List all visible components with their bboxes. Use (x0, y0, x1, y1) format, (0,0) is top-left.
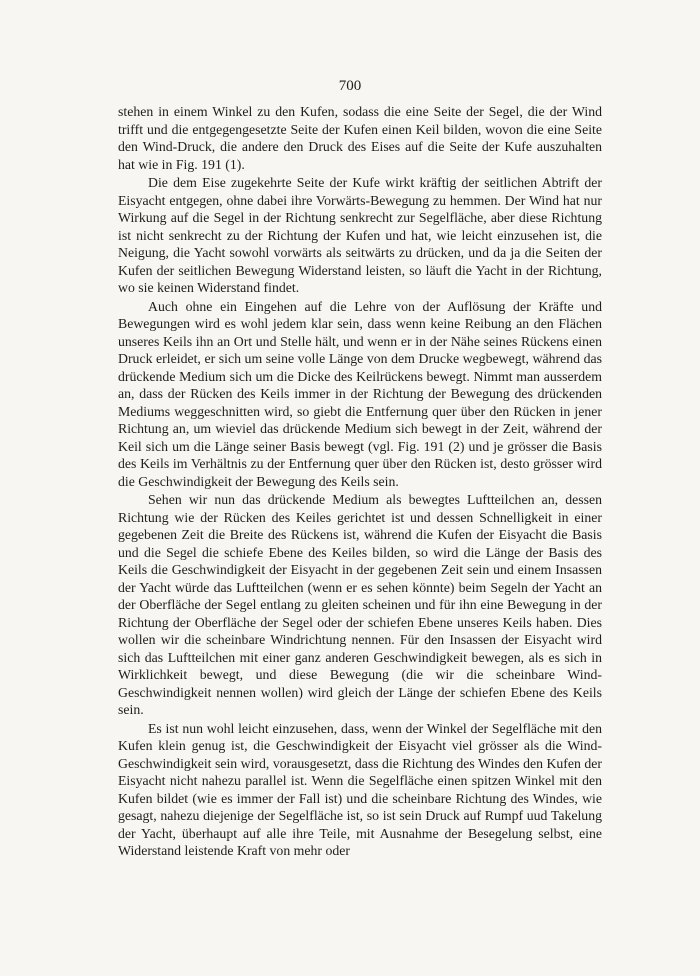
body-text (118, 103, 602, 860)
paragraph-2: Die dem Eise zugekehrte Seite der Kufe wirkt kräftig der seitlichen Abtrift der Eisyacht entgegen, ohne dabei ihre Vorwärts-Bewegung zu hemmen. Der Wind hat nur Wirkung auf die Segel in der Richtung senkrecht zur Segelfläche, aber diese Richtung ist nicht senkrecht zu der Richtung der Kufen und hat, wie leicht einzusehen ist, die Neigung, die Yacht sowohl vorwärts als seitwärts zu drücken, und da ja die Seiten der Kufen der seitlichen Bewegung Widerstand leisten, so läuft die Yacht in der Richtung, wo sie keinen Widerstand findet. (118, 175, 602, 295)
paragraph-5: Es ist nun wohl leicht einzusehen, dass, wenn der Winkel der Segelfläche mit den Kufen klein genug ist, die Geschwindigkeit der Eisyacht viel grösser als die Wind-Geschwindigkeit sein wird, vorausgesetzt, dass die Richtung des Windes den Kufen der Eisyacht nicht nahezu parallel ist. Wenn die Segelfläche einen spitzen Winkel mit den Kufen bildet (wie es immer der Fall ist) und die scheinbare Richtung des Windes, wie gesagt, nahezu diejenige der Segelfläche ist, so ist sein Druck auf Rumpf uud Takelung der Yacht, überhaupt auf alle ihre Teile, mit Ausnahme der Besegelung selbst, eine Widerstand leistende Kraft von mehr oder (118, 720, 602, 858)
page-number: 700 (338, 78, 362, 94)
paragraph-4: Sehen wir nun das drückende Medium als bewegtes Luftteilchen an, dessen Richtung wie der Rücken des Keiles gerichtet ist und dessen Schnelligkeit in einer gegebenen Zeit die Breite des Rückens ist, während die Kufen der Eisyacht die Basis und die Segel die schiefe Ebene des Keiles bilden, so wird die Länge der Basis des Keils die Geschwindigkeit der Eisyacht in der gegebenen Zeit sein und einem Insassen der Yacht würde das Luftteilchen (wenn er es sehen könnte) beim Segeln der Yacht an der Oberfläche der Segel entlang zu gleiten scheinen und für ihn eine Bewegung in der Richtung der Oberfläche der Segel oder der schiefen Ebene unseres Keils haben. Dies wollen wir die scheinbare Windrichtung nennen. Für den Insassen der Eisyacht wird sich das Luftteilchen mit einer ganz anderen Geschwindigkeit bewegen, als es sich in Wirklichkeit bewegt, und diese Bewegung (die wir die scheinbare Wind-Geschwindigkeit nennen wollen) wird gleich der Länge der schiefen Ebene des Keils sein. (118, 492, 602, 717)
paragraph-1: stehen in einem Winkel zu den Kufen, sodass die eine Seite der Segel, die der Wind trifft und die entgegengesetzte Seite der Kufen einen Keil bilden, wovon die eine Seite den Wind-Druck, die andere den Druck des Eises auf die Seite der Kufe auszuhalten hat wie in Fig. 191 (1). (118, 104, 602, 172)
paragraph-3: Auch ohne ein Eingehen auf die Lehre von der Auflösung der Kräfte und Bewegungen wird es wohl jedem klar sein, dass wenn keine Reibung an den Flächen unseres Keils ihn an Ort und Stelle hält, und wenn er in der Nähe seines Rückens einen Druck erleidet, er sich um seine volle Länge von dem Drucke wegbewegt, während das drückende Medium sich um die Dicke des Keilrückens bewegt. Nimmt man ausserdem an, dass der Rücken des Keils immer in der Richtung der Bewegung des drückenden Mediums weggeschnitten wird, so giebt die Entfernung quer über den Rücken in jener Richtung an, um wieviel das drückende Medium sich bewegt in der Zeit, während der Keil sich um die Länge seiner Basis bewegt (vgl. Fig. 191 (2) und je grösser die Basis des Keils im Verhältnis zu der Entfernung quer über den Rücken ist, desto grösser wird die Geschwindigkeit der Bewegung des Keils sein. (118, 298, 602, 489)
